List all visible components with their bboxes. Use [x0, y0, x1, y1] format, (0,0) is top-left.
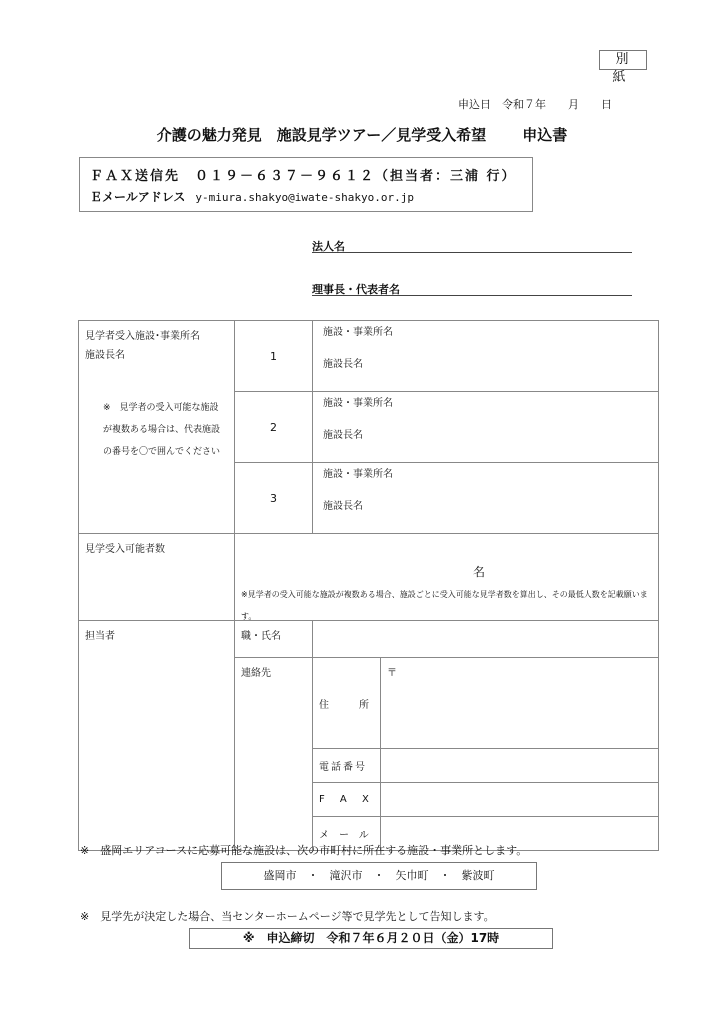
address-label: [313, 658, 381, 749]
announce-note: ※ 見学先が決定した場合、当センターホームページ等で見学先として告知します。: [80, 910, 495, 923]
mail-label: メール: [313, 817, 381, 851]
contact-box: [79, 157, 533, 212]
director-name-label: 施設長名: [323, 430, 363, 441]
email-address[interactable]: y-miura.shakyo@iwate-shakyo.or.jp: [195, 191, 414, 204]
facility-entry-3[interactable]: [313, 463, 659, 534]
facility-number-1[interactable]: 1: [235, 321, 313, 392]
email-label: Ｅメールアドレス: [90, 190, 186, 204]
title-main: 介護の魅力発見 施設見学ツアー／見学受入希望: [156, 126, 487, 144]
facility-name-label: 施設・事業所名: [323, 327, 393, 338]
postal-mark: 〒: [387, 668, 397, 679]
contact-person-label: 担当者: [79, 621, 235, 851]
capacity-unit: 名: [473, 565, 486, 579]
application-date: 申込日 令和７年 月 日: [458, 98, 612, 111]
address-field[interactable]: [381, 658, 659, 749]
eligible-cities-box: 盛岡市 ・ 滝沢市 ・ 矢巾町 ・ 紫波町: [221, 862, 537, 890]
fax-destination: ＦＡＸ送信先 ０１９－６３７－９６１２（担当者：三浦 行）: [90, 169, 517, 184]
application-form-table: [78, 320, 659, 851]
fax-label: F A X: [313, 783, 381, 817]
capacity-note: ※見学者の受入可能な施設が複数ある場合、施設ごとに受入可能な見学者数を算出し、その最低人数を記載願います。: [241, 590, 648, 621]
corporation-name-field[interactable]: [312, 238, 632, 253]
facility-number-2[interactable]: 2: [235, 392, 313, 463]
attachment-badge: 別 紙: [599, 50, 647, 70]
facility-entry-2[interactable]: [313, 392, 659, 463]
address-label-b: 所: [359, 699, 369, 711]
corporation-name-label: 法人名: [312, 240, 345, 253]
facility-entry-1[interactable]: [313, 321, 659, 392]
facility-label-line2: 施設長名: [85, 350, 125, 361]
email-row: [90, 188, 414, 205]
facility-name-label: 施設・事業所名: [323, 469, 393, 480]
capacity-label: 見学受入可能者数: [79, 534, 235, 621]
title-name-label: 職・氏名: [235, 621, 313, 658]
area-note: ※ 盛岡エリアコースに応募可能な施設は、次の市町村に所在する施設・事業所とします。: [80, 844, 528, 857]
director-name-label: 施設長名: [323, 501, 363, 512]
page-title: [0, 124, 724, 145]
director-name-label: 施設長名: [323, 359, 363, 370]
facility-label-line1: 見学者受入施設･事業所名: [85, 331, 200, 342]
representative-name-label: 理事長・代表者名: [312, 283, 400, 296]
phone-label: 電話番号: [313, 749, 381, 783]
contact-info-label: 連絡先: [235, 658, 313, 851]
phone-field[interactable]: [381, 749, 659, 783]
title-suffix: 申込書: [522, 126, 568, 144]
facility-section-label: [79, 321, 235, 534]
fax-field[interactable]: [381, 783, 659, 817]
deadline-box: ※ 申込締切 令和７年６月２０日（金）17時: [189, 928, 553, 949]
capacity-field[interactable]: [235, 534, 659, 621]
facility-number-3[interactable]: 3: [235, 463, 313, 534]
address-label-a: 住: [319, 699, 329, 711]
facility-note: ※ 見学者の受入可能な施設が複数ある場合は、代表施設の番号を〇で囲んでください: [103, 403, 221, 457]
facility-name-label: 施設・事業所名: [323, 398, 393, 409]
representative-name-field[interactable]: [312, 281, 632, 296]
